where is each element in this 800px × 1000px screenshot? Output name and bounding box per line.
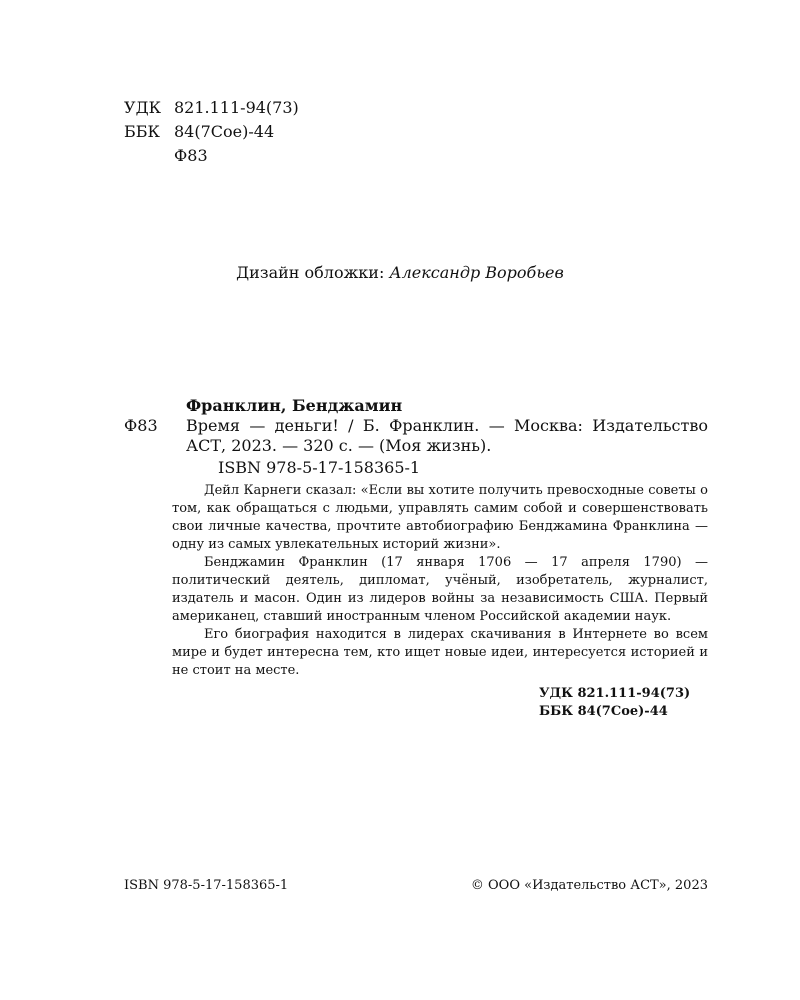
udk-row bbox=[124, 96, 299, 120]
annotation-paragraph: Дейл Карнеги сказал: «Если вы хотите получить превосходные советы о том, как обращаться с людьми, управлять самим собой и совершенствовать свои личные качества, прочтите автобиографию Бенджамина Франклина — одну из самых увлекательных историй жизни». bbox=[172, 483, 708, 552]
author-code: Ф83 bbox=[174, 146, 208, 165]
footer-isbn: ISBN 978-5-17-158365-1 bbox=[124, 878, 289, 893]
annotation bbox=[172, 482, 708, 680]
author-code-row bbox=[124, 144, 299, 168]
cover-design-credit bbox=[0, 263, 800, 282]
annotation-paragraph: Его биография находится в лидерах скачивания в Интернете во всем мире и будет интересна тем, кто ищет новые идеи, интересуется историей и не стоит на месте. bbox=[172, 627, 708, 678]
bbk-value: 84(7Сое)-44 bbox=[174, 122, 275, 141]
bbk-code: ББК 84(7Сое)-44 bbox=[539, 704, 668, 719]
classification-codes bbox=[539, 685, 690, 721]
isbn: ISBN 978-5-17-158365-1 bbox=[218, 458, 421, 477]
copyright-notice: © ООО «Издательство АСТ», 2023 bbox=[470, 878, 708, 893]
udk-label: УДК bbox=[124, 98, 161, 117]
udk-code: УДК 821.111-94(73) bbox=[539, 686, 691, 701]
annotation-paragraph: Бенджамин Франклин (17 января 1706 — 17 апреля 1790) — политический деятель, дипломат, учёный, изобретатель, журналист, издатель и масон. Один из лидеров войны за независимость США. Первый американец, ставший иностранным членом Российской академии наук. bbox=[172, 555, 708, 624]
cover-designer-name: Александр Воробьев bbox=[389, 263, 564, 282]
author-sign: Ф83 bbox=[124, 416, 158, 435]
author-heading: Франклин, Бенджамин bbox=[186, 396, 403, 415]
bbk-row bbox=[124, 120, 299, 144]
udk-value: 821.111-94(73) bbox=[174, 98, 299, 117]
classification-block bbox=[124, 96, 299, 168]
cover-design-label: Дизайн обложки: bbox=[236, 263, 390, 282]
bbk-label: ББК bbox=[124, 122, 160, 141]
bibliographic-description: Время — деньги! / Б. Франклин. — Москва: Издательство АСТ, 2023. — 320 с. — (Моя жизнь). bbox=[186, 416, 708, 455]
